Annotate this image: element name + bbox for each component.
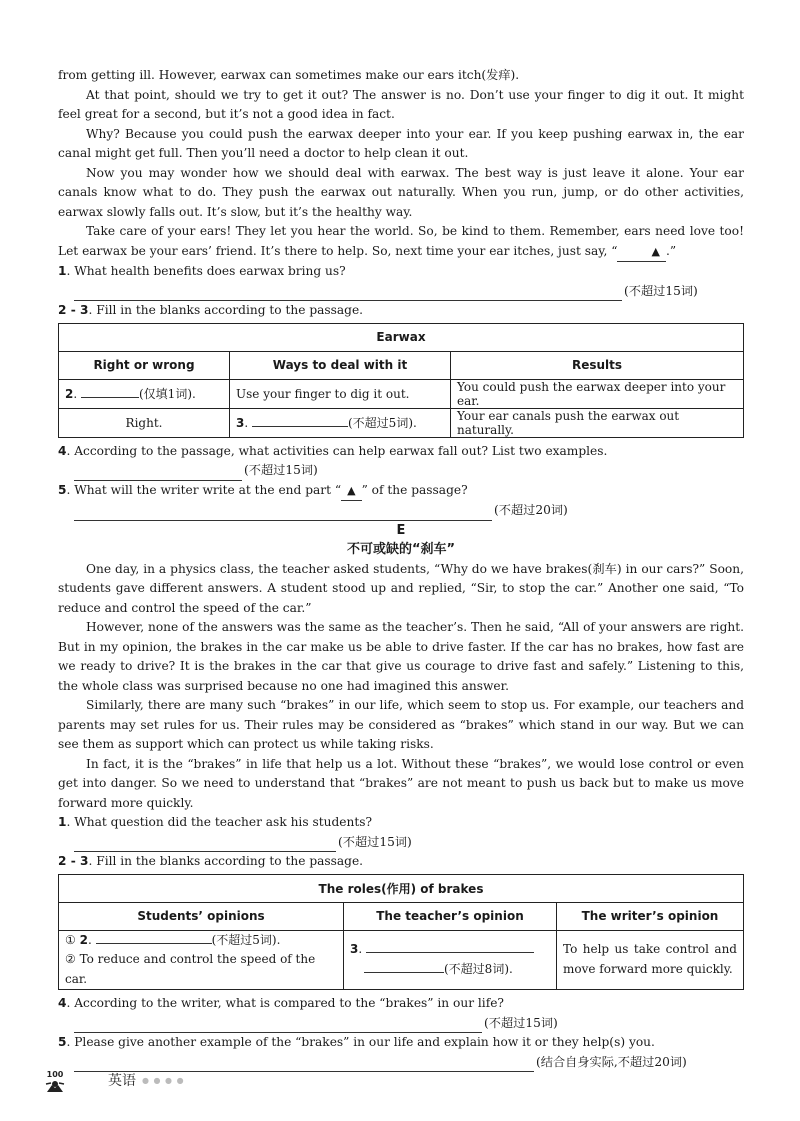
answer-blank[interactable] [364, 960, 444, 973]
question-number: 5 [58, 1035, 67, 1049]
question-e4 [58, 994, 744, 1014]
table-row [59, 930, 744, 990]
passage-e-paragraph: Similarly, there are many such “brakes” in our life, which seem to stop us. For example, our teachers and parents may set rules for us. Their rules may be considered as “brakes” which stand in our way. But we can see them as support which can protect us while taking risks. [58, 698, 744, 751]
answer-blank[interactable] [366, 940, 534, 953]
table-cell: Use your finger to dig it out. [230, 379, 451, 408]
paragraph-end: .” [665, 243, 677, 258]
answer-input[interactable] [74, 1019, 482, 1033]
brakes-table [58, 874, 744, 991]
question-number: 4 [58, 443, 67, 458]
table-header: Results [451, 351, 744, 379]
table-header: The teacher’s opinion [344, 902, 557, 930]
question-text: . According to the writer, what is compared to the “brakes” in our life? [66, 996, 504, 1010]
passage-e-paragraph: However, none of the answers was the same as the teacher’s. Then he said, “All of your answers are right. But in my opinion, the brakes in the car make us be able to drive faster. If the car has no brakes, how fast are we ready to drive? It is the brakes in the car that give us courage to drive fast and safely.” Listening to this, the whole class was surprised because no one had imagined this answer. [58, 620, 744, 693]
answer-input[interactable] [74, 467, 242, 481]
teacher-opinion-line-2 [350, 960, 550, 980]
question-number: 5 [58, 482, 67, 497]
question-d23 [58, 301, 744, 321]
table-row [59, 379, 744, 408]
table-title: Earwax [59, 323, 744, 351]
answer-line-d5 [58, 501, 744, 521]
question-e23 [58, 852, 744, 872]
table-cell: 2. (仅填1词). [59, 379, 230, 408]
triangle-blank[interactable]: ▲ [617, 242, 665, 263]
table-header: The writer’s opinion [557, 902, 744, 930]
question-text: ” of the passage? [361, 482, 468, 497]
table-cell [344, 930, 557, 990]
earwax-table [58, 323, 744, 438]
question-text: . What health benefits does earwax bring us? [66, 264, 346, 278]
page-footer [44, 1068, 185, 1092]
question-text: . Fill in the blanks according to the passage. [88, 303, 364, 317]
table-row [59, 408, 744, 437]
section-letter: E [396, 522, 406, 538]
table-header: Students’ opinions [59, 902, 344, 930]
question-e1 [58, 813, 744, 833]
answer-line-d4 [58, 461, 744, 481]
question-text: . Please give another example of the “brakes” in our life and explain how it or they help(s) you. [66, 1035, 655, 1049]
passage-title: 不可或缺的“刹车” [346, 542, 456, 557]
question-d4 [58, 442, 744, 462]
answer-line-d1 [58, 282, 744, 302]
table-cell: To help us take control and move forward more quickly. [557, 930, 744, 990]
question-number: 3 [236, 416, 245, 430]
teacher-opinion-line-1: 3. [350, 940, 550, 960]
question-number: 2 [79, 932, 88, 947]
table-cell: Right. [59, 408, 230, 437]
question-d5 [58, 481, 744, 502]
answer-blank[interactable] [252, 414, 348, 427]
page-number: 100 [46, 1070, 64, 1079]
table-title: The roles(作用) of brakes [59, 874, 744, 902]
answer-blank[interactable] [96, 931, 212, 944]
table-header: Right or wrong [59, 351, 230, 379]
question-number: 2 [65, 387, 74, 401]
answer-input[interactable] [74, 507, 492, 521]
passage-e-paragraph: One day, in a physics class, the teacher asked students, “Why do we have brakes(刹车) in our cars?” Soon, students gave different answers. A student stood up and replied, “Sir, to stop the car.” Another one said, “To reduce and control the speed of the car.” [58, 561, 744, 615]
word-limit-hint: (不超过15词) [338, 834, 412, 849]
question-text: . What question did the teacher ask his students? [66, 815, 372, 829]
question-e5 [58, 1033, 744, 1053]
triangle-blank: ▲ [341, 481, 361, 502]
table-cell: Your ear canals push the earwax out naturally. [451, 408, 744, 437]
answer-line-e1 [58, 833, 744, 853]
word-limit-hint: (不超过5词). [211, 932, 281, 947]
passage-d-line: from getting ill. However, earwax can sometimes make our ears itch(发痒). [58, 68, 520, 82]
word-limit-hint: (仅填1词) [139, 387, 192, 401]
passage-d-paragraph: Now you may wonder how we should deal with earwax. The best way is just leave it alone. Your ear canals know what to do. They push the earwax out naturally. When you run, jump, or do other activities, earwax slowly falls out. It’s slow, but it’s the healthy way. [58, 165, 744, 219]
question-text: . According to the passage, what activities can help earwax fall out? List two examples. [66, 443, 608, 458]
word-limit-hint: (不超过8词). [444, 961, 513, 976]
table-header: Ways to deal with it [230, 351, 451, 379]
question-number: 2 - 3 [58, 303, 89, 317]
question-number: 1 [58, 264, 67, 278]
passage-d-paragraph-last [58, 222, 744, 262]
passage-d-paragraph-text: Take care of your ears! They let you hear the world. So, be kind to them. Remember, ears need love too! Let earwax be your ears’ friend. It’s there to help. So, next time your ear itches, just say, “ [58, 224, 744, 258]
passage-d-paragraph: Why? Because you could push the earwax deeper into your ear. If you keep pushing earwax in, the ear canal might get full. Then you’ll need a doctor to help clean it out. [58, 126, 744, 160]
word-limit-hint: (不超过15词) [484, 1015, 558, 1030]
page-number-logo [44, 1068, 66, 1092]
answer-input[interactable] [74, 838, 336, 852]
answer-line-e4 [58, 1014, 744, 1034]
question-number: 1 [58, 815, 67, 829]
answer-blank[interactable] [81, 385, 139, 398]
word-limit-hint: (不超过5词) [348, 416, 413, 430]
decorative-dots: ● ● ● ● [142, 1075, 185, 1085]
students-opinion-2: ② To reduce and control the speed of the car. [65, 952, 316, 986]
students-opinion-1: ① 2. (不超过5词). [65, 932, 281, 947]
question-number: 4 [58, 996, 67, 1010]
word-limit-hint: (不超过15词) [624, 283, 698, 298]
question-d1 [58, 262, 744, 282]
question-number: 3 [350, 942, 359, 957]
word-limit-hint: (不超过20词) [494, 503, 568, 517]
circled-number: ① [65, 932, 76, 947]
question-text: . Fill in the blanks according to the passage. [88, 854, 364, 868]
word-limit-hint: (结合自身实际,不超过20词) [536, 1054, 687, 1069]
question-number: 2 - 3 [58, 854, 89, 868]
table-cell [59, 930, 344, 990]
passage-d-paragraph: At that point, should we try to get it out? The answer is no. Don’t use your finger to dig it out. It might feel great for a second, but it’s not a good idea in fact. [58, 87, 744, 121]
page-content [58, 66, 744, 1072]
question-text: . What will the writer write at the end part “ [66, 482, 342, 497]
word-limit-hint: (不超过15词) [244, 463, 318, 477]
subject-label: 英语 [108, 1073, 136, 1089]
passage-e-paragraph: In fact, it is the “brakes” in life that help us a lot. Without these “brakes”, we would lose control or even get into danger. So we need to understand that “brakes” are not meant to push us back but to make us move forward more quickly. [58, 756, 744, 810]
table-cell: 3. (不超过5词). [230, 408, 451, 437]
answer-input[interactable] [74, 287, 622, 301]
table-cell: You could push the earwax deeper into your ear. [451, 379, 744, 408]
